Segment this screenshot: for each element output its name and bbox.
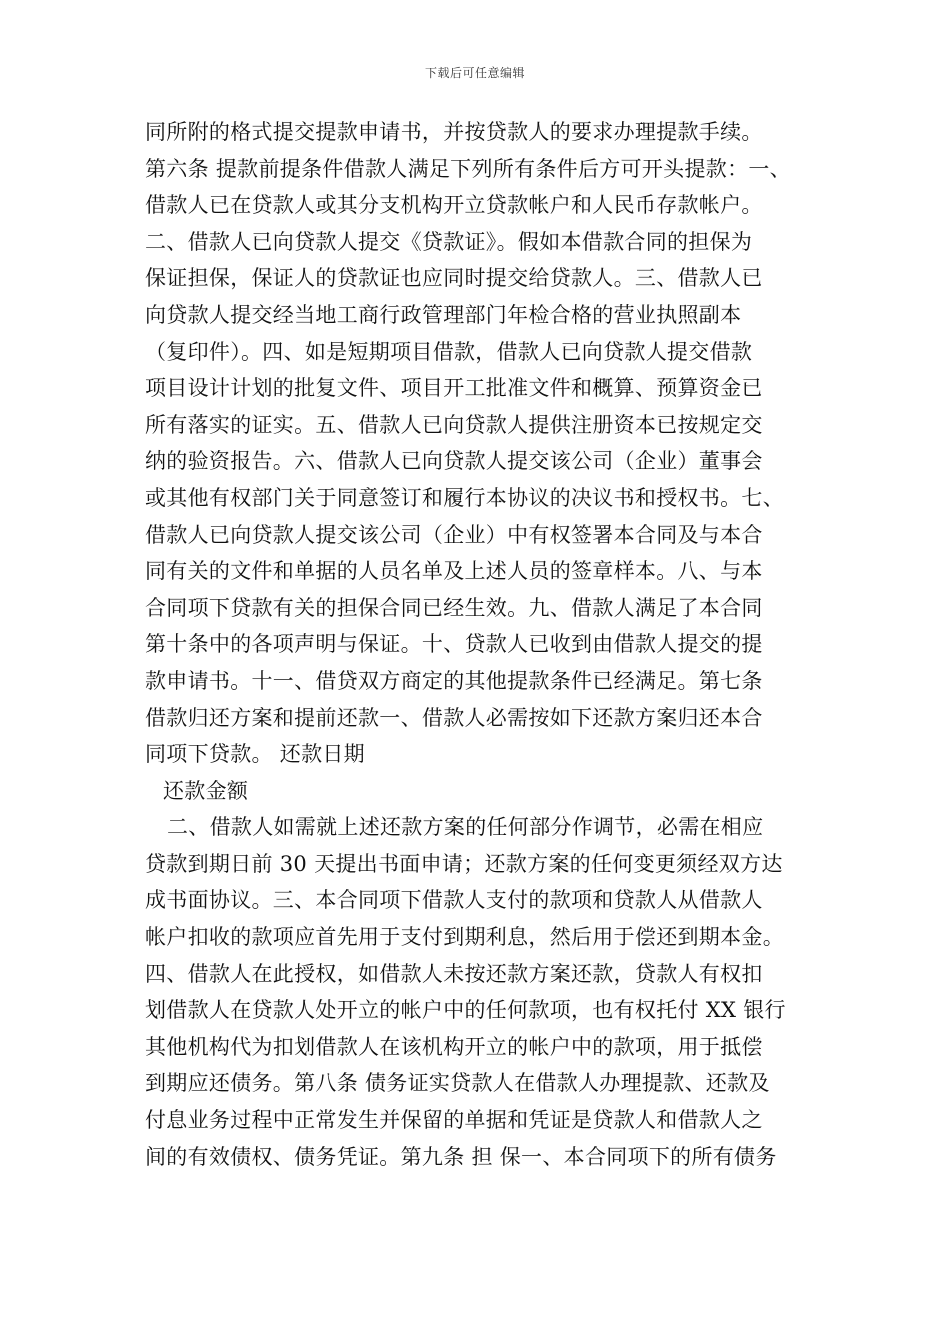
body-line: 项目设计计划的批复文件、项目开工批准文件和概算、预算资金已 <box>145 376 763 401</box>
body-line: 借款人已在贷款人或其分支机构开立贷款帐户和人民币存款帐户。 <box>145 193 763 218</box>
body-line: 同项下贷款。 还款日期 <box>145 742 365 767</box>
body-line: 或其他有权部门关于同意签订和履行本协议的决议书和授权书。七、 <box>145 485 784 510</box>
document-body <box>145 114 835 1175</box>
body-line: 划借款人在贷款人处开立的帐户中的任何款项，也有权托付 XX 银行 <box>145 998 786 1023</box>
repayment-amount-label: 还款金额 <box>163 778 249 803</box>
body-line: 到期应还债务。第八条 债务证实贷款人在借款人办理提款、还款及 <box>145 1071 770 1096</box>
body-line: 合同项下贷款有关的担保合同已经生效。九、借款人满足了本合同 <box>145 595 763 620</box>
body-line: 二、借款人如需就上述还款方案的任何部分作调节，必需在相应 <box>167 815 764 840</box>
body-line: 同有关的文件和单据的人员名单及上述人员的签章样本。八、与本 <box>145 559 763 584</box>
body-line: 所有落实的证实。五、借款人已向贷款人提供注册资本已按规定交 <box>145 412 763 437</box>
body-line: 二、借款人已向贷款人提交《贷款证》。假如本借款合同的担保为 <box>145 229 753 254</box>
body-line: 第六条 提款前提条件借款人满足下列所有条件后方可开头提款：一、 <box>145 156 791 181</box>
body-line: 保证担保，保证人的贷款证也应同时提交给贷款人。三、借款人已 <box>145 266 763 291</box>
body-line: 第十条中的各项声明与保证。十、贷款人已收到由借款人提交的提 <box>145 632 763 657</box>
body-line: 间的有效债权、债务凭证。第九条 担 保一、本合同项下的所有债务 <box>145 1144 777 1169</box>
body-line: 帐户扣收的款项应首先用于支付到期利息，然后用于偿还到期本金。 <box>145 925 784 950</box>
body-line: 贷款到期日前 30 天提出书面申请；还款方案的任何变更须经双方达 <box>145 851 783 876</box>
body-line: 同所附的格式提交提款申请书，并按贷款人的要求办理提款手续。 <box>145 120 763 144</box>
page-header: 下载后可任意编辑 <box>424 66 525 80</box>
body-line: （复印件）。四、如是短期项目借款，借款人已向贷款人提交借款 <box>145 339 753 364</box>
body-line: 向贷款人提交经当地工商行政管理部门年检合格的营业执照副本 <box>145 302 742 327</box>
body-line: 借款人已向贷款人提交该公司（企业）中有权签署本合同及与本合 <box>145 522 763 547</box>
body-line: 付息业务过程中正常发生并保留的单据和凭证是贷款人和借款人之 <box>145 1108 763 1133</box>
body-line: 其他机构代为扣划借款人在该机构开立的帐户中的款项，用于抵偿 <box>145 1034 763 1059</box>
body-line: 纳的验资报告。六、借款人已向贷款人提交该公司（企业）董事会 <box>145 449 763 474</box>
body-line: 款申请书。十一、借贷双方商定的其他提款条件已经满足。第七条 <box>145 668 763 693</box>
body-line: 借款归还方案和提前还款一、借款人必需按如下还款方案归还本合 <box>145 705 763 730</box>
body-line: 成书面协议。三、本合同项下借款人支付的款项和贷款人从借款人 <box>145 888 763 913</box>
body-line: 四、借款人在此授权，如借款人未按还款方案还款，贷款人有权扣 <box>145 961 763 986</box>
